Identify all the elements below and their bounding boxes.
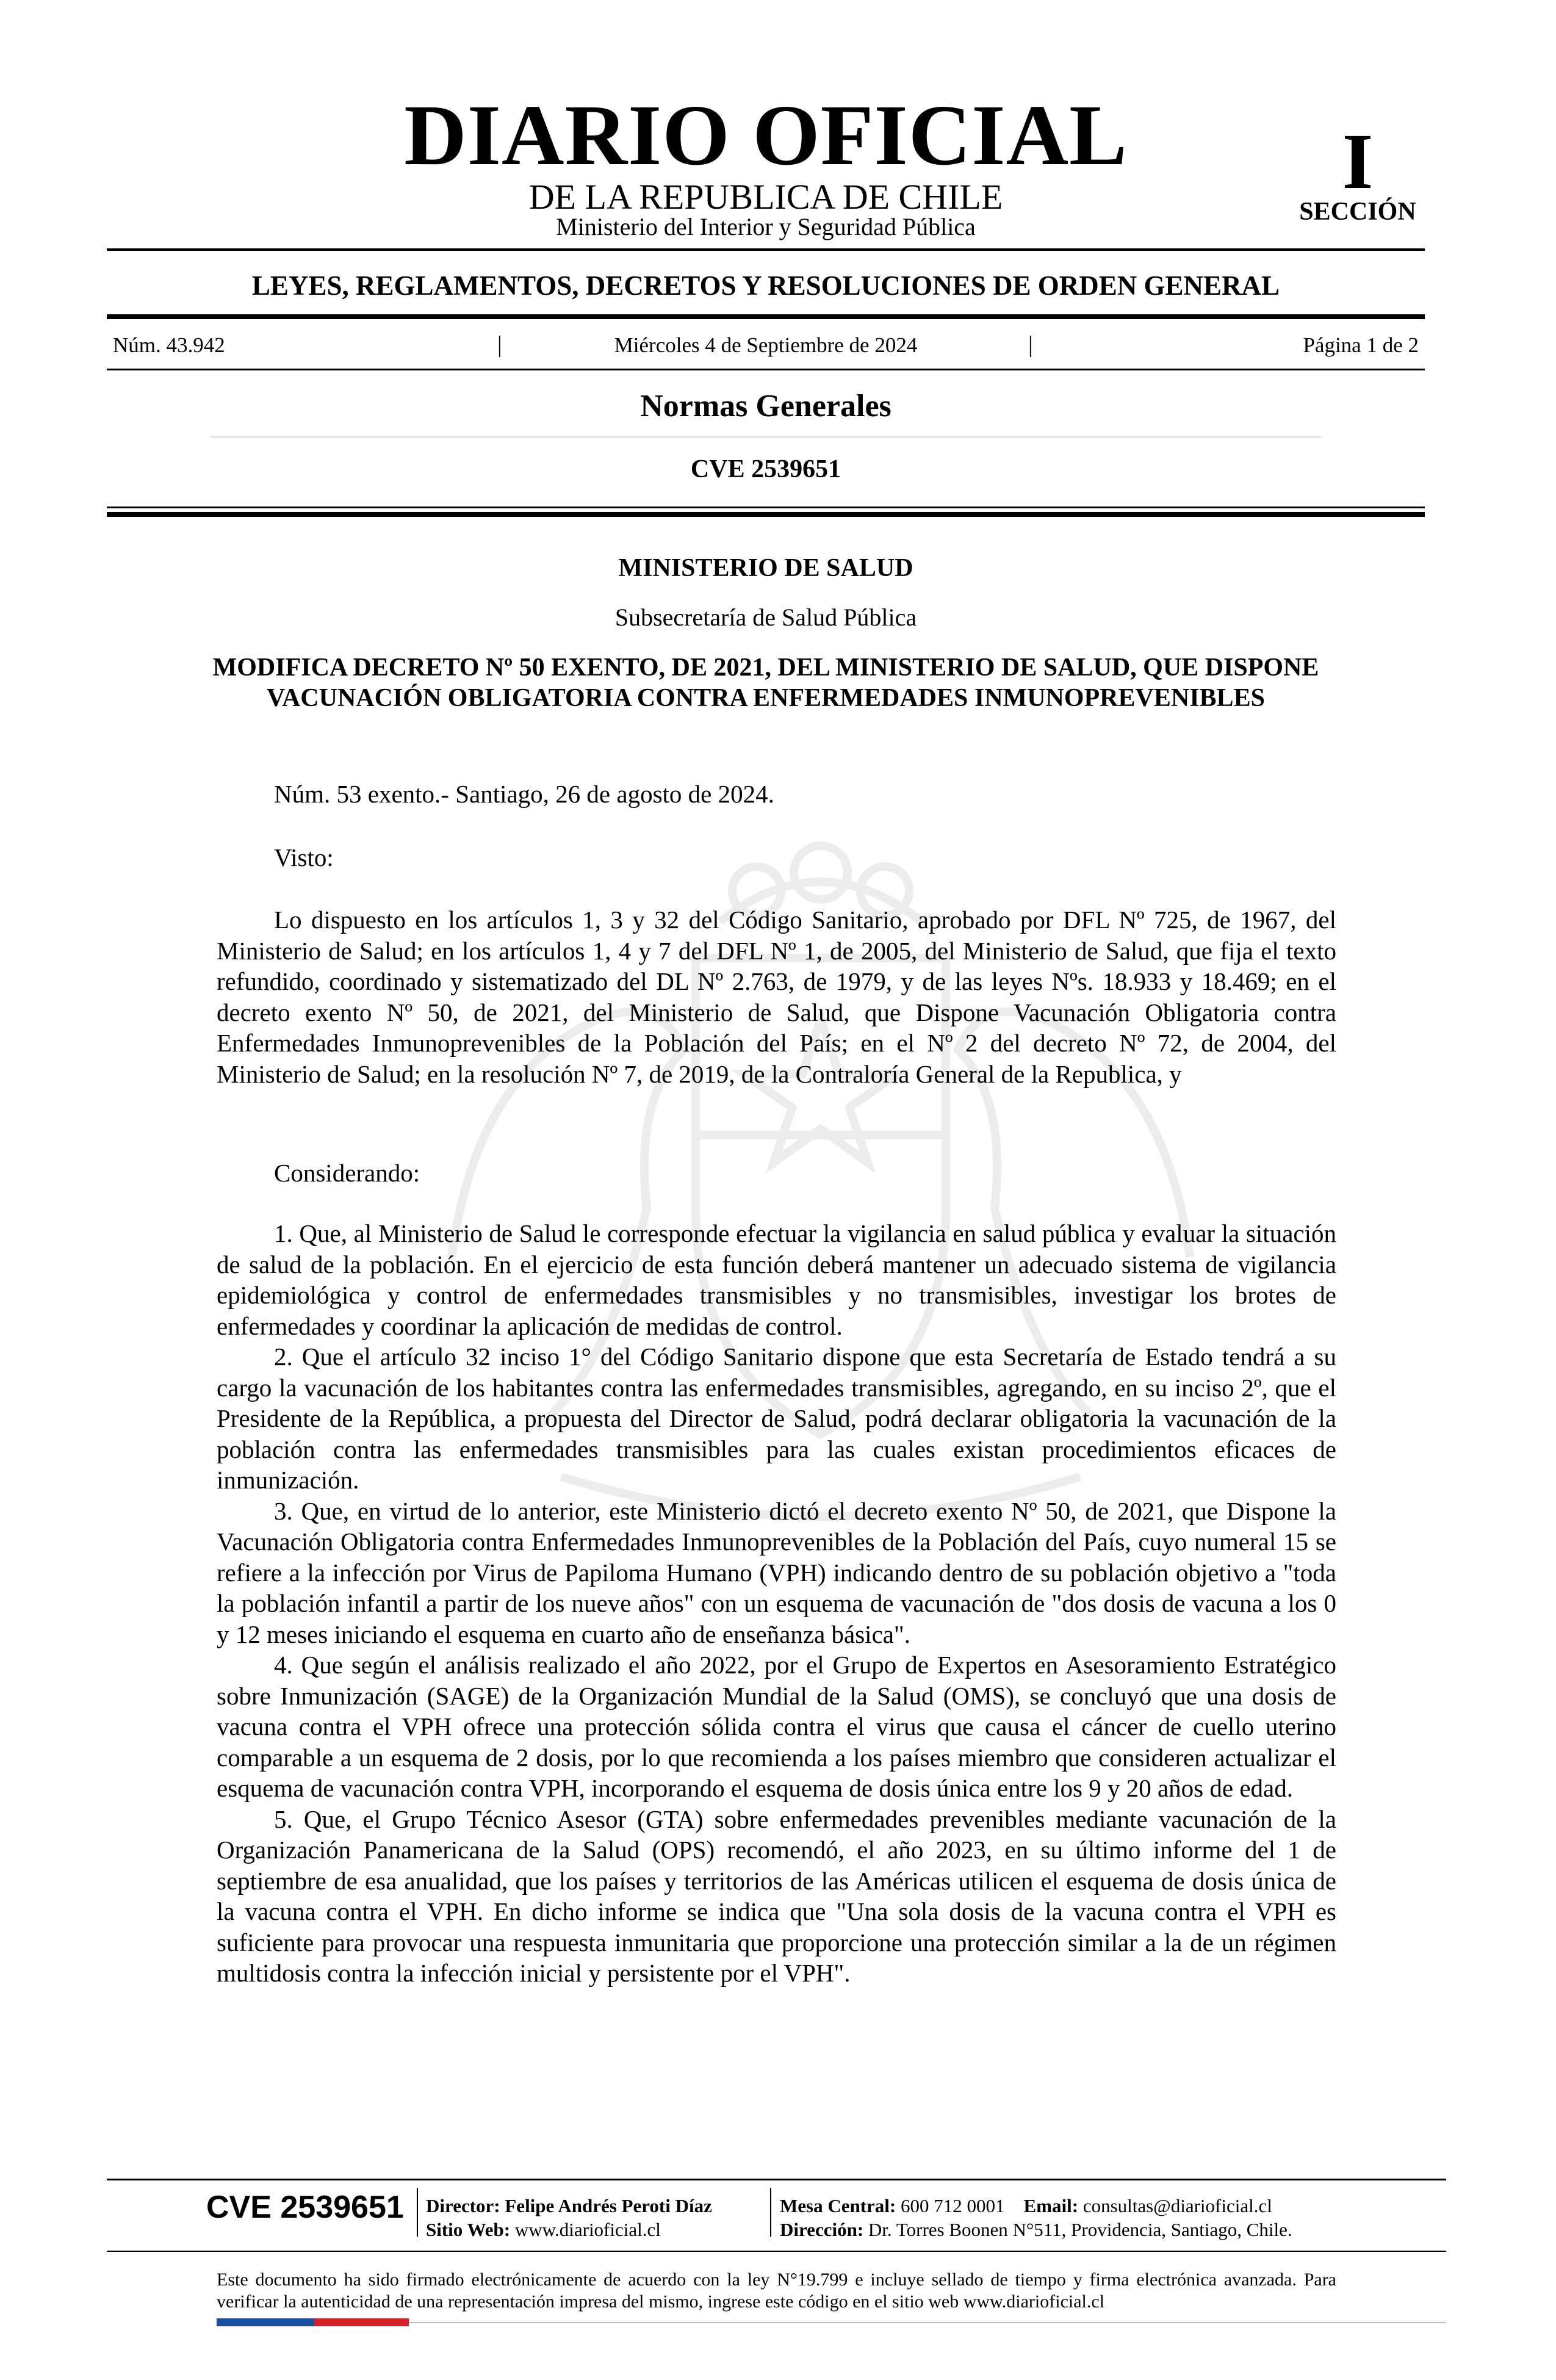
footer-email-label: Email: [1023,2195,1079,2216]
considerando-item: 5. Que, el Grupo Técnico Asesor (GTA) sobre enfermedades prevenibles mediante vacunación de la Organización Panamericana de la Salud (OPS) recomendó, el año 2023, en su último informe del 1 de septiembre de esa anualidad, que los países y territorios de las Américas utilicen el esquema de dosis única de la vacuna contra el VPH. En dicho informe se indica que "Una sola dosis de la vacuna contra el VPH es suficiente para provocar una respuesta inmunitaria que proporcione una protección similar a la de un régimen multidosis contra la infección inicial y persistente por el VPH". [217,1805,1336,1987]
decree-title: MODIFICA DECRETO Nº 50 EXENTO, DE 2021, DEL MINISTERIO DE SALUD, QUE DISPONE VACUNACIÓN OBLIGATORIA CONTRA ENFERMEDADES INMUNOPREVENIBLES [212,654,1319,712]
footer-phone: 600 712 0001 [901,2195,1005,2216]
footer-divider-2 [770,2188,771,2237]
cve-code: CVE 2539651 [690,455,841,483]
footer-director-name: Felipe Andrés Peroti Díaz [505,2195,712,2216]
footer-contact-block [780,2194,1292,2241]
decree-subsecretaria: Subsecretaría de Salud Pública [614,604,917,631]
issue-number: Núm. 43.942 [113,333,225,357]
footer-rule-top [107,2179,1446,2180]
footer-email[interactable]: consultas@diarioficial.cl [1082,2195,1272,2216]
issue-date: Miércoles 4 de Septiembre de 2024 [614,333,918,357]
decree-number-text: Núm. 53 exento.- Santiago, 26 de agosto de 2024. [274,780,774,808]
footer-address: Dr. Torres Boonen N°511, Providencia, Santiago, Chile. [868,2219,1292,2240]
footer-address-label: Dirección: [780,2219,864,2240]
footer-site-line [426,2218,712,2241]
footer-site-link[interactable]: www.diarioficial.cl [514,2219,661,2240]
visto-label: Visto: [274,843,334,871]
considerando-item: 4. Que según el análisis realizado el año 2022, por el Grupo de Expertos en Asesoramiento Estratégico sobre Inmunización (SAGE) de la Organización Mundial de la Salud (OMS), se concluyó que una dosis de vacuna contra el VPH ofrece una protección sólida contra el virus que causa el cáncer de cuello uterino comparable a un esquema de 2 dosis, por lo que recomienda a los países miembro que consideren actualizar el esquema de vacunación contra VPH, incorporando el esquema de dosis única entre los 9 y 20 años de edad. [217,1651,1336,1802]
footer-signature-note: Este documento ha sido firmado electrónicamente de acuerdo con la ley N°19.799 e incluye sellado de tiempo y firma electrónica avanzada. Para verificar la autenticidad de una representación impresa del mismo, ingrese este código en el sitio web www.diarioficial.cl [217,2270,1336,2312]
footer-director-block [426,2194,712,2241]
considerando-item: 2. Que el artículo 32 inciso 1° del Código Sanitario dispone que esta Secretaría de Estado tendrá a su cargo la vacunación de los habitantes contra las enfermedades transmisibles, agregando, en su inciso 2º, que el Presidente de la República, a propuesta del Director de Salud, podrá declarar obligatoria la vacunación de la población contra las enfermedades transmisibles para las cuales existan procedimientos eficaces de inmunización. [217,1343,1336,1494]
flag-stripe-blue [217,2318,314,2326]
considerando-label: Considerando: [274,1159,420,1187]
footer-address-line [780,2218,1292,2241]
footer-cve-code: CVE 2539651 [206,2190,404,2225]
footer-director-label: Director: [426,2195,500,2216]
footer-divider-1 [417,2188,418,2237]
footer-director-line [426,2194,712,2218]
newspaper-subtitle: DE LA REPUBLICA DE CHILE [528,177,1003,217]
section-label: SECCIÓN [1299,198,1416,226]
newspaper-title: DIARIO OFICIAL [404,87,1128,183]
issue-rule [107,369,1425,370]
cve-rule-thick [107,512,1425,517]
considerando-item: 1. Que, al Ministerio de Salud le corresponde efectuar la vigilancia en salud pública y evaluar la situación de salud de la población. En el ejercicio de esta función deberá mantener un adecuado sistema de vigilancia epidemiológica y control de enfermedades transmisibles y no transmisibles, investigar los brotes de enfermedades y coordinar la aplicación de medidas de control. [217,1219,1336,1340]
masthead-rule-top [107,248,1425,251]
footer-site-label: Sitio Web: [426,2219,511,2240]
considerando-item: 3. Que, en virtud de lo anterior, este Ministerio dictó el decreto exento Nº 50, de 2021, que Dispone la Vacunación Obligatoria contra Enfermedades Inmunoprevenibles de la Población del País, cuyo numeral 15 se refiere a la infección por Virus de Papiloma Humano (VPH) indicando dentro de su población objetivo a "toda la población infantil a partir de los nueve años" con un esquema de vacunación de "dos dosis de vacuna a los 0 y 12 meses iniciando el esquema en cuarto año de enseñanza básica". [217,1496,1336,1648]
visto-text: Lo dispuesto en los artículos 1, 3 y 32 del Código Sanitario, aprobado por DFL Nº 725, de 1967, del Ministerio de Salud; en los artículos 1, 4 y 7 del DFL Nº 1, de 2005, del Ministerio de Salud, que fija el texto refundido, coordinado y sistematizado del DL Nº 2.763, de 1979, y de las leyes Nºs. 18.933 y 18.469; en el decreto exento Nº 50, de 2021, del Ministerio de Salud, que Dispone Vacunación Obligatoria contra Enfermedades Inmunoprevenibles de la Población del País; en el Nº 2 del decreto Nº 72, de 2004, del Ministerio de Salud; en la resolución Nº 7, de 2019, de la Contraloría General de la Republica, y [217,906,1336,1088]
page-indicator: Página 1 de 2 [1303,333,1419,357]
section-heading-band: LEYES, REGLAMENTOS, DECRETOS Y RESOLUCIONES DE ORDEN GENERAL [251,270,1280,301]
flag-stripe-red [314,2318,409,2326]
issue-separator-1: | [497,332,502,358]
newspaper-ministry: Ministerio del Interior y Seguridad Pública [556,213,976,240]
cve-rule-thin [107,507,1425,508]
visto-paragraph [217,904,1336,1089]
considerando-heading [217,1158,1336,1189]
decree-ministry: MINISTERIO DE SALUD [618,554,913,582]
section-number: I [1342,118,1374,206]
band-rule-thick [107,314,1425,319]
footer-contact-line [780,2194,1292,2218]
decree-number-line [217,779,1336,810]
footer-rule-bottom [409,2322,1446,2323]
category-title: Normas Generales [640,389,891,424]
footer-phone-label: Mesa Central: [780,2195,896,2216]
considerando-list [217,1218,1336,1989]
category-underline [211,436,1321,438]
footer-rule-mid [107,2251,1446,2252]
issue-separator-2: | [1028,332,1033,358]
visto-heading [217,842,1336,873]
